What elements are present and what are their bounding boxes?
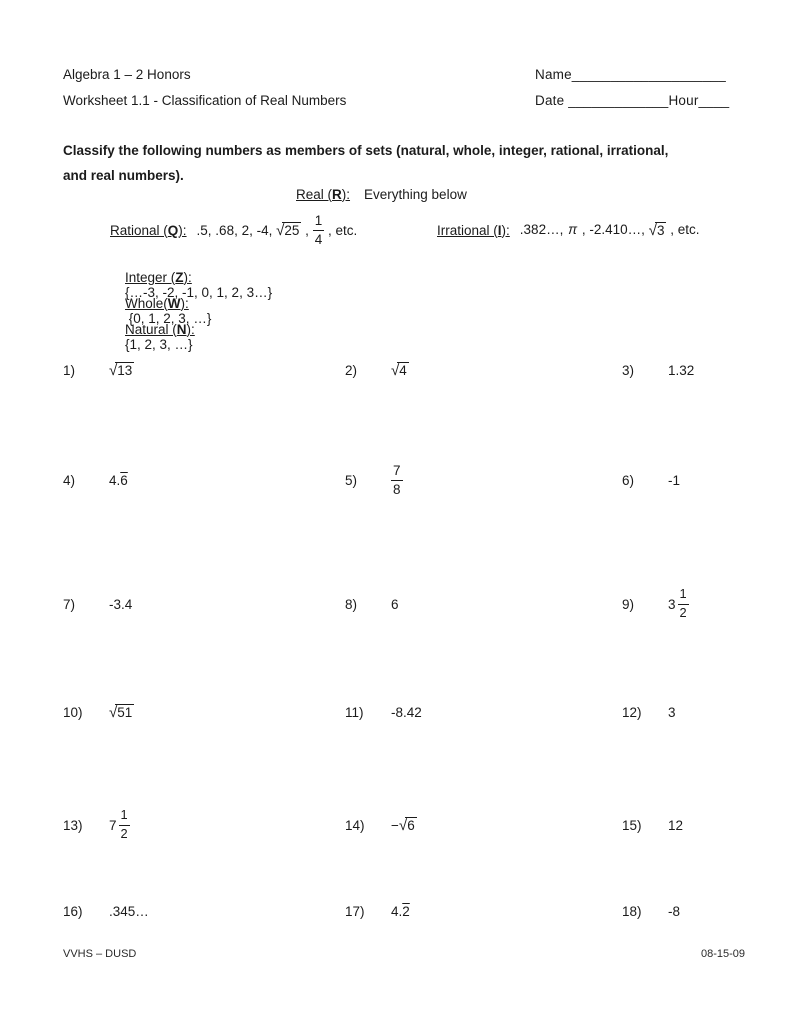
problem-number: 16) [63, 903, 83, 919]
problem-value [668, 473, 680, 488]
radicand: 6 [407, 817, 415, 833]
problem-8 [345, 576, 399, 632]
problem-number: 1) [63, 362, 76, 378]
whole-part: 7 [109, 817, 117, 833]
math-text: , [301, 222, 313, 238]
fraction-denominator: 8 [393, 482, 401, 497]
problem-value [109, 597, 132, 612]
fraction-denominator: 2 [120, 826, 128, 841]
radical-icon: √ [109, 703, 118, 721]
fraction-numerator: 1 [313, 214, 325, 231]
problem-number: 15) [622, 817, 642, 833]
problem-number: 6) [622, 472, 635, 488]
problem-number: 5) [345, 472, 358, 488]
math-text: .5, .68, 2, -4, [196, 222, 277, 238]
problem-9 [622, 576, 689, 632]
set-natural-label-post: ): [186, 322, 195, 337]
set-natural-label [125, 322, 220, 337]
repeating-decimal [109, 473, 128, 488]
sqrt-expression [109, 362, 134, 379]
repeating-decimal [391, 904, 410, 919]
set-integer-letter: Z [175, 270, 184, 285]
set-irrational-label-pre: Irrational ( [437, 222, 498, 238]
math-text: 1.32 [668, 362, 695, 378]
set-rational-label-post: ): [178, 222, 187, 238]
set-integer-label-pre: Integer ( [125, 270, 176, 285]
problem-value [109, 809, 130, 841]
problem-value [668, 588, 689, 620]
problem-number: 13) [63, 817, 83, 833]
fraction [391, 464, 403, 497]
problems-row-1 [0, 350, 791, 390]
set-rational-label-pre: Rational ( [110, 222, 168, 238]
fraction-numerator: 1 [119, 809, 130, 825]
mixed-number [668, 588, 689, 620]
math-text: {1, 2, 3, …} [125, 337, 193, 352]
fraction-denominator: 2 [679, 605, 687, 620]
problem-13 [63, 794, 130, 856]
problem-3 [622, 350, 694, 390]
header-right [535, 62, 729, 114]
problem-10 [63, 692, 134, 732]
set-real-label-post: ): [341, 187, 351, 202]
sqrt-expression [391, 362, 409, 379]
problem-17 [345, 888, 410, 934]
set-real-line [296, 187, 467, 202]
problem-4 [63, 452, 128, 508]
problem-number: 12) [622, 704, 642, 720]
radicand: 3 [656, 222, 665, 238]
problem-value [391, 597, 399, 612]
sqrt-expression [276, 222, 301, 239]
problem-number: 17) [345, 903, 365, 919]
date-hour-blank-line: Date _____________Hour____ [535, 93, 730, 108]
problem-value [109, 362, 134, 379]
set-real-letter: R [332, 187, 342, 202]
problem-16 [63, 888, 149, 934]
header-left [63, 62, 346, 114]
problem-value [109, 704, 134, 721]
mixed-number [109, 809, 130, 841]
minus-sign: − [391, 817, 399, 833]
problem-value [391, 464, 403, 497]
problem-11 [345, 692, 422, 732]
set-irrational-label [437, 223, 510, 238]
problems-row-3 [0, 576, 791, 632]
math-text: .382…, [519, 222, 568, 238]
math-text: , -2.410…, [578, 222, 649, 238]
problem-number: 2) [345, 362, 358, 378]
problem-value [668, 363, 694, 378]
set-rational-letter: Q [167, 222, 179, 238]
set-rational-line [110, 206, 357, 254]
radicand: 25 [284, 222, 300, 238]
problem-12 [622, 692, 676, 732]
fraction-numerator: 1 [678, 588, 689, 604]
problem-14 [345, 794, 417, 856]
name-blank-line: Name____________________ [535, 67, 726, 82]
math-text: {…-3, -2, -1, 0, 1, 2, 3…} [125, 285, 273, 300]
problems-row-2 [0, 452, 791, 508]
repeating-digit: 2 [402, 903, 410, 919]
set-natural-label-pre: Natural ( [125, 322, 177, 337]
math-text: 3 [668, 704, 676, 720]
math-text: 12 [668, 817, 684, 833]
instructions-line-2: and real numbers). [63, 168, 184, 183]
radical-icon: √ [391, 361, 400, 379]
problem-value [391, 362, 409, 379]
set-whole-letter: W [167, 296, 181, 311]
math-text: -3.4 [109, 596, 133, 612]
set-irrational-line [437, 206, 700, 254]
problem-number: 14) [345, 817, 365, 833]
problem-18 [622, 888, 680, 934]
set-real-description: Everything below [364, 187, 467, 202]
math-text: , etc. [324, 222, 358, 238]
fraction [119, 809, 130, 841]
decimal-prefix: 4. [109, 472, 121, 488]
problem-value [668, 705, 676, 720]
set-irrational-examples [520, 222, 700, 239]
problem-6 [622, 452, 680, 508]
set-whole-label-post: ): [180, 296, 189, 311]
problem-number: 11) [345, 704, 364, 720]
math-text: -8 [668, 903, 681, 919]
sqrt-expression [109, 704, 134, 721]
problem-value [668, 818, 683, 833]
fraction [313, 214, 325, 247]
set-whole-label-pre: Whole( [125, 296, 168, 311]
radical-icon: √ [276, 221, 285, 239]
set-integer-label-post: ): [183, 270, 192, 285]
problem-number: 7) [63, 596, 76, 612]
problems-row-4 [0, 692, 791, 732]
repeating-digit: 6 [120, 472, 128, 488]
decimal-prefix: 4. [391, 903, 403, 919]
problem-7 [63, 576, 132, 632]
problem-15 [622, 794, 683, 856]
math-text: -8.42 [391, 704, 422, 720]
set-rational-examples [197, 214, 358, 247]
radicand: 51 [117, 704, 133, 720]
problem-value [391, 705, 422, 720]
set-real-label [296, 187, 350, 202]
problem-value [668, 904, 680, 919]
problem-number: 4) [63, 472, 76, 488]
radical-icon: √ [109, 361, 118, 379]
worksheet-title: Worksheet 1.1 - Classification of Real Numbers [63, 93, 347, 108]
sqrt-expression [649, 222, 667, 239]
problem-value [391, 817, 417, 834]
instructions [63, 138, 668, 188]
set-irrational-letter: I [497, 222, 502, 238]
radical-icon: √ [398, 816, 408, 834]
problems-row-5 [0, 794, 791, 856]
radicand: 13 [117, 362, 133, 378]
fraction-denominator: 4 [314, 232, 323, 247]
problem-number: 10) [63, 704, 83, 720]
radical-icon: √ [648, 221, 657, 239]
fraction [678, 588, 689, 620]
problem-number: 18) [622, 903, 642, 919]
problem-value [109, 473, 128, 488]
instructions-line-1: Classify the following numbers as members of sets (natural, whole, integer, rational, irrational, [63, 143, 669, 158]
problem-5 [345, 452, 403, 508]
math-text: .345… [109, 903, 149, 919]
math-text: 6 [391, 596, 399, 612]
problem-1 [63, 350, 134, 390]
math-text: -1 [668, 472, 681, 488]
fraction-numerator: 7 [391, 464, 403, 481]
problems-row-6 [0, 888, 791, 934]
footer-date: 08-15-09 [700, 948, 745, 960]
problem-number: 3) [622, 362, 635, 378]
problem-number: 9) [622, 596, 635, 612]
set-natural-letter: N [176, 322, 187, 337]
problem-value [391, 904, 410, 919]
pi-symbol: π [568, 222, 578, 238]
course-title: Algebra 1 – 2 Honors [63, 67, 191, 82]
problem-2 [345, 350, 409, 390]
math-text: , etc. [666, 222, 700, 238]
problem-number: 8) [345, 596, 358, 612]
problem-value [109, 904, 149, 919]
footer-school: VVHS – DUSD [63, 948, 137, 960]
set-real-label-pre: Real ( [296, 187, 333, 202]
set-rational-label [110, 223, 187, 238]
set-irrational-label-post: ): [501, 222, 510, 238]
whole-part: 3 [668, 596, 676, 612]
math-text: {0, 1, 2, 3, …} [125, 311, 212, 326]
sqrt-expression [391, 817, 417, 834]
radicand: 4 [399, 362, 407, 378]
